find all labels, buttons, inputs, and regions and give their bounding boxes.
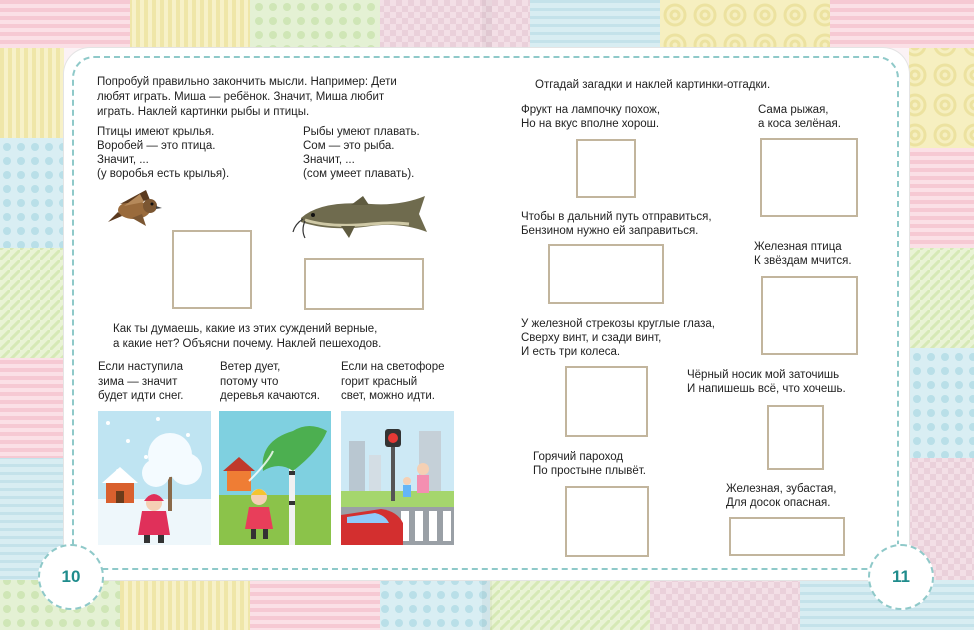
sticker-box-car [548,244,664,304]
sticker-box-iron [565,486,649,557]
windy-picture [219,411,331,545]
intro-paragraph [97,75,453,120]
sticker-box-fish [304,258,424,310]
intro-line: играть. Наклей картинки рыбы и птицы. [97,106,310,118]
statement-wind: Ветер дует, потому что деревья качаются. [220,361,320,402]
page-number-right: 11 [868,544,934,610]
question-line: Как ты думаешь, какие из этих суждений верные, [113,323,378,335]
page-number-left: 10 [38,544,104,610]
right-page-title: Отгадай загадки и наклей картинки-отгадки. [535,79,771,91]
sticker-box-saw [729,517,845,556]
winter-picture [98,411,211,545]
statement-winter: Если наступила зима — значит будет идти снег. [98,361,184,402]
intro-line: Попробуй правильно закончить мысли. Например: Дети [97,76,397,88]
question-line: а какие нет? Объясни почему. Наклей пешеходов. [113,338,382,350]
sticker-box-rocket [761,276,858,355]
intro-line: любят играть. Миша — ребёнок. Значит, Миша любит [97,91,385,103]
sticker-box-bird [172,230,252,309]
birds-example: Птицы имеют крылья. Воробей — это птица. Значит, ... (у воробья есть крылья). [97,126,230,180]
sticker-box-lemon [576,139,636,198]
sticker-box-carrot [760,138,858,217]
riddle-carrot: Сама рыжая, а коса зелёная. [758,104,841,130]
sticker-box-helicopter [565,366,648,437]
sticker-box-pencil [767,405,824,470]
riddle-pencil: Чёрный носик мой заточишь И напишешь всё, что хочешь. [687,369,846,395]
riddle-car: Чтобы в дальний путь отправиться, Бензином нужно ей заправиться. [521,211,712,237]
riddle-saw: Железная, зубастая, Для досок опасная. [726,483,837,509]
fish-example: Рыбы умеют плавать. Сом — это рыба. Значит, ... (сом умеет плавать). [303,126,420,180]
riddle-iron: Горячий пароход По простыне плывёт. [533,451,646,477]
question-paragraph [113,322,453,352]
riddle-helicopter: У железной стрекозы круглые глаза, Сверху винт, и сзади винт, И есть три колеса. [521,318,716,358]
catfish-illustration [291,192,431,242]
traffic-light-picture [341,411,454,545]
riddle-rocket: Железная птица К звёздам мчится. [754,241,852,267]
sparrow-illustration [106,186,164,230]
riddle-lemon: Фрукт на лампочку похож, Но на вкус вполне хорош. [521,104,661,130]
statement-traffic-light: Если на светофоре горит красный свет, можно идти. [341,361,445,402]
